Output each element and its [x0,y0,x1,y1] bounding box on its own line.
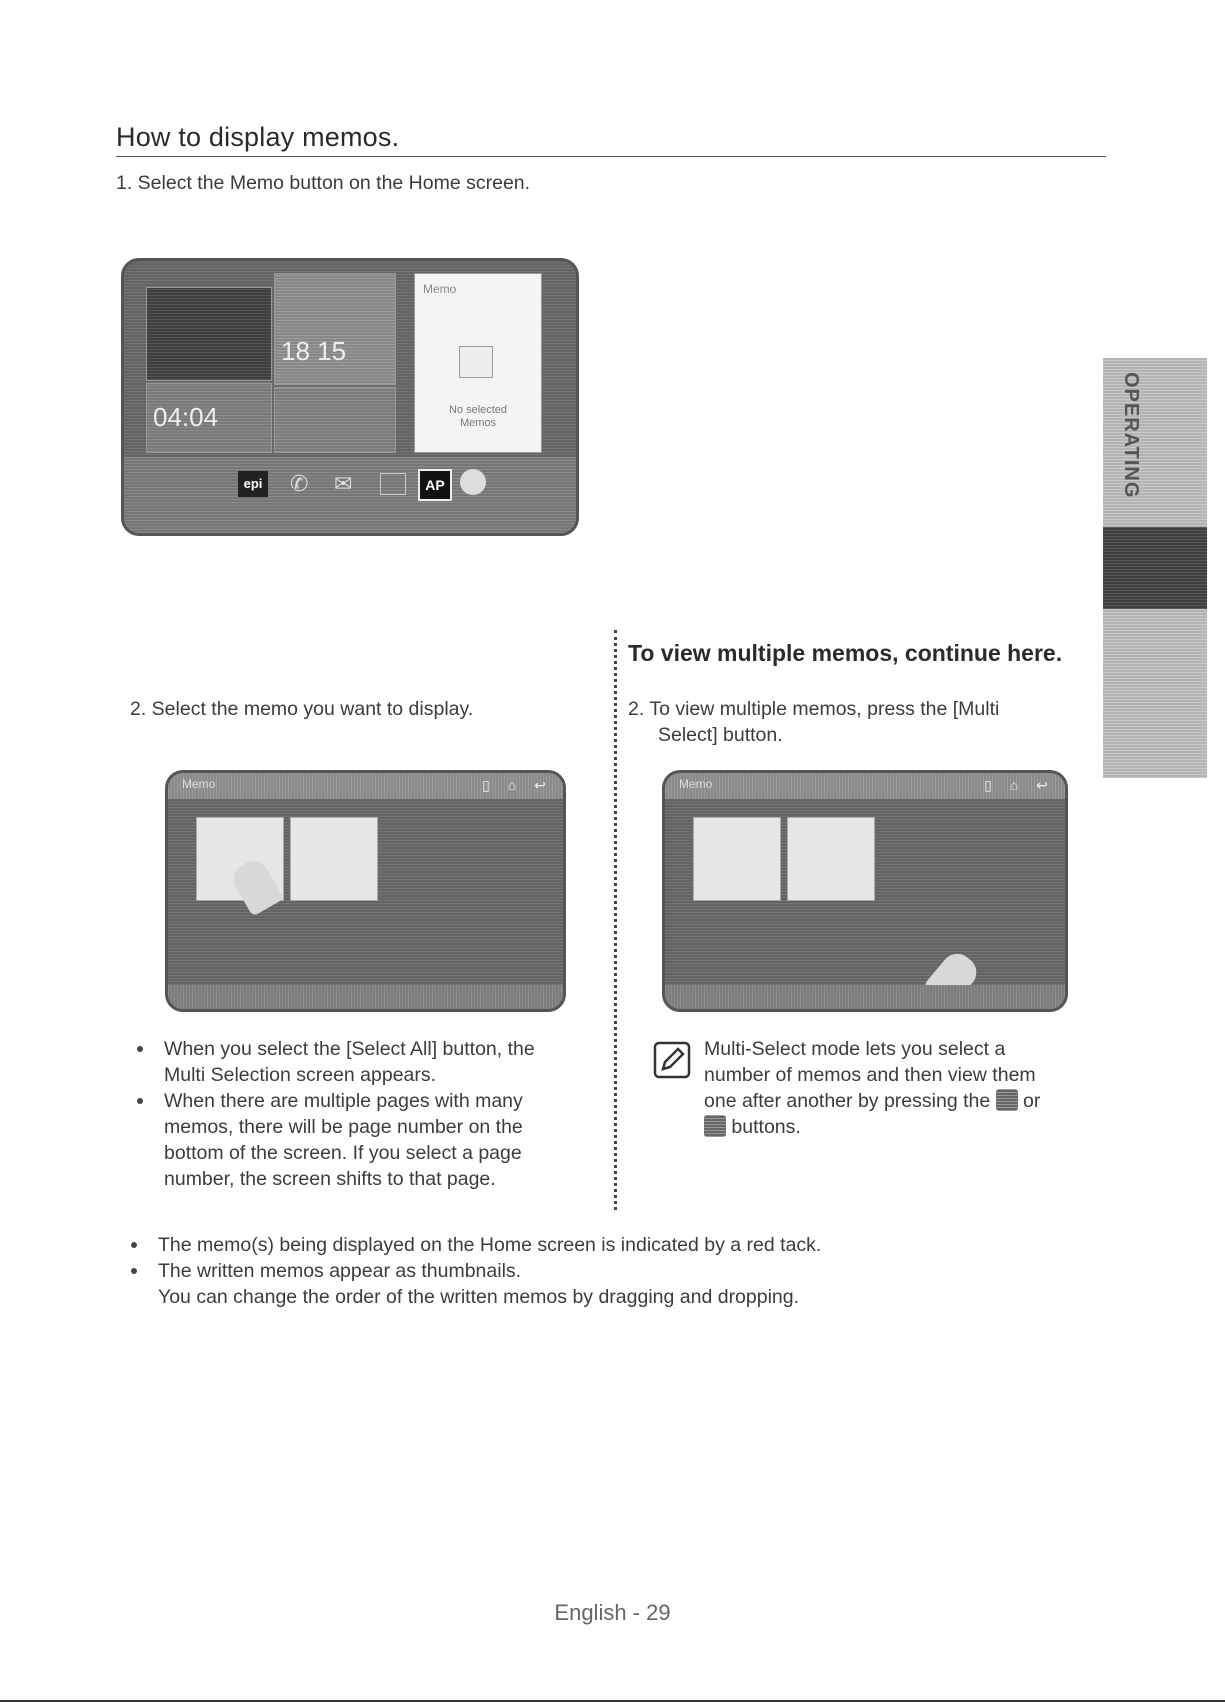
trash-icon[interactable]: ▯ [984,777,992,793]
memo-tile[interactable] [414,273,542,453]
bullet-item [124,1258,1084,1310]
ap-app-icon[interactable]: AP [418,469,452,501]
memo-list-screen-left [165,770,566,1012]
memo-tile-label: Memo [423,282,457,296]
page-number: English - 29 [554,1600,671,1625]
app-dock [124,457,576,533]
memo-screen-title: Memo [182,777,216,791]
phone-app-icon[interactable]: ✆ [290,471,309,496]
bottom-bullet-list [124,1232,1084,1310]
note-line-3 [704,1088,1104,1114]
note-line: buttons. [731,1116,801,1138]
left-bullet-list [130,1036,580,1192]
bullet-line: memos, there will be page number on the [164,1116,523,1138]
home-icon[interactable]: ⌂ [507,777,517,793]
section-side-tab-marker [1103,527,1207,609]
memo-bottombar [168,985,563,1009]
epi-app-icon[interactable]: epi [238,471,268,497]
next-button-icon [704,1115,726,1137]
bullet-line: You can change the order of the written memos by dragging and dropping. [158,1286,800,1308]
note-line: one after another by pressing the [704,1090,991,1112]
note-line: Multi-Select mode lets you select a [704,1038,1006,1060]
bullet-line: number, the screen shifts to that page. [164,1168,496,1190]
note-pencil-icon [652,1040,692,1080]
memo-placeholder-icon [459,346,493,378]
right-step-2 [628,696,999,748]
clock-app-icon[interactable] [460,469,486,495]
page-title: How to display memos. [116,122,400,152]
bullet-line: The written memos appear as thumbnails. [158,1260,522,1282]
column-divider [614,630,617,1210]
back-icon[interactable]: ↩ [534,777,546,793]
previous-button-icon [996,1089,1018,1111]
section-heading: To view multiple memos, continue here. [628,640,1063,666]
side-tab-label: OPERATING [1120,372,1142,499]
back-icon[interactable]: ↩ [1036,777,1048,793]
right-step-2-line1: 2. To view multiple memos, press the [Multi [628,698,1000,720]
memos-text: Memos [459,417,497,429]
trash-icon[interactable]: ▯ [482,777,490,793]
memo-thumbnail[interactable] [787,817,875,901]
right-step-2-line2: Select] button. [658,724,783,746]
note-text [704,1036,1104,1140]
clock-time: 04:04 [153,402,219,432]
memo-bottombar [665,985,1065,1009]
note-line: number of memos and then view them [704,1064,1036,1086]
ice-tile [274,387,396,453]
mail-app-icon[interactable]: ✉ [334,471,353,496]
clock-tile [146,383,272,453]
fridge-temp: 18 15 [281,336,347,366]
bullet-item [130,1036,580,1088]
left-step-2-text: 2. Select the memo you want to display. [130,698,474,720]
note-line: or [1023,1090,1041,1112]
memo-topbar [168,773,563,799]
memo-screen-title: Memo [679,777,713,791]
bullet-item [130,1088,580,1192]
memo-list-screen-right [662,770,1068,1012]
bottom-rule [0,1700,1225,1702]
fridge-temp-tile [274,273,396,385]
bullet-line: When you select the [Select All] button, the [164,1038,535,1060]
bullet-line: bottom of the screen. If you select a page [164,1142,522,1164]
monitor-app-icon[interactable] [380,473,406,495]
step-1-text: 1. Select the Memo button on the Home screen. [116,172,531,194]
memo-topbar [665,773,1065,799]
no-selected-text: No selected [448,404,508,416]
bullet-line: When there are multiple pages with many [164,1090,523,1112]
memo-thumbnail[interactable] [693,817,781,901]
photo-tile [146,287,272,381]
title-rule [116,156,1106,157]
bullet-item [124,1232,1084,1258]
home-icon[interactable]: ⌂ [1009,777,1019,793]
bullet-line: Multi Selection screen appears. [164,1064,437,1086]
bullet-line: The memo(s) being displayed on the Home screen is indicated by a red tack. [158,1234,822,1256]
memo-thumbnail[interactable] [290,817,378,901]
note-line-4 [704,1114,1104,1140]
home-screen-illustration [121,258,579,536]
